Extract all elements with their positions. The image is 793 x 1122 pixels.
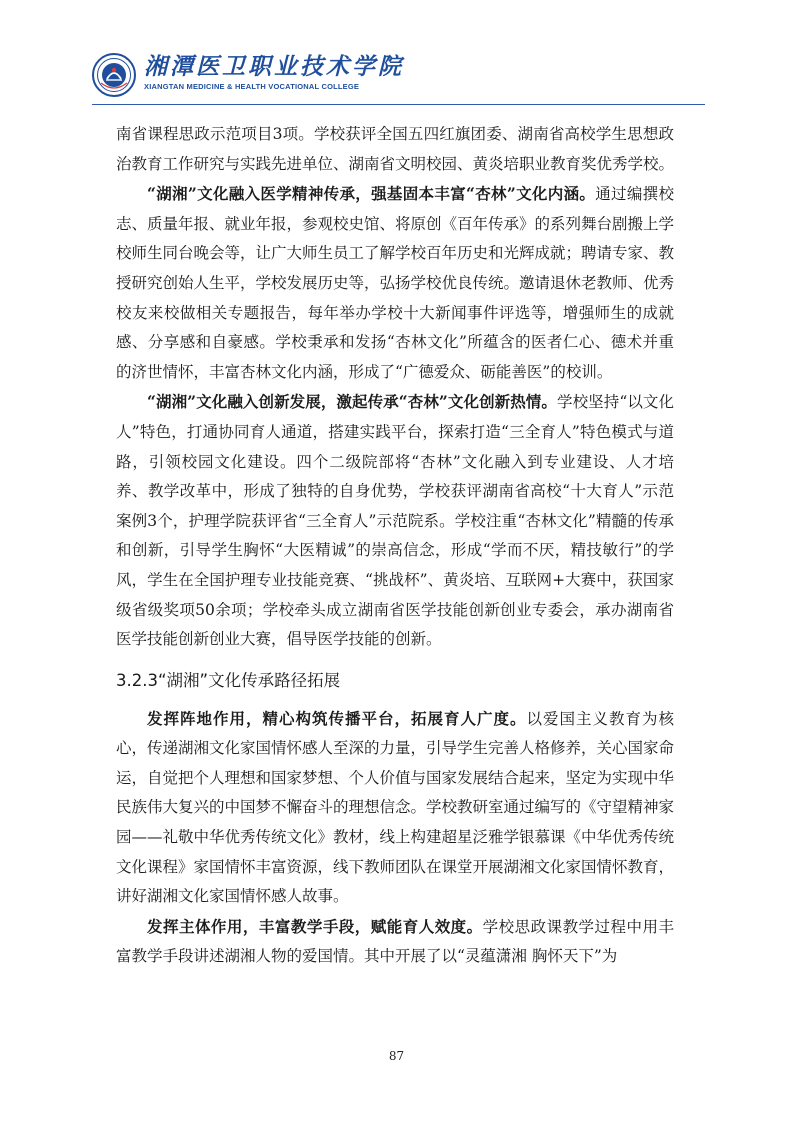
college-name-cn: 湘潭医卫职业技术学院	[144, 54, 404, 80]
paragraph	[116, 179, 674, 387]
paragraph-body: 通过编撰校志、质量年报、就业年报，参观校史馆、将原创《百年传承》的系列舞台剧搬上学校师生同台晚会等，让广大师生员工了解学校百年历史和光辉成就；聘请专家、教授研究创始人生平，学校发展历史等，弘扬学校优良传统。邀请退休老教师、优秀校友来校做相关专题报告，每年举办学校十大新闻事件评选等，增强师生的成就感、分享感和自豪感。学校秉承和发扬“杏林文化”所蕴含的医者仁心、德术并重的济世情怀，丰富杏林文化内涵，形成了“广德爱众、砺能善医”的校训。	[116, 185, 675, 381]
paragraph-body: 学校坚持“以文化人”特色，打通协同育人通道，搭建实践平台，探索打造“三全育人”特色模式与道路，引领校园文化建设。四个二级院部将“杏林”文化融入到专业建设、人才培养、教学改革中，形成了独特的自身优势，学校获评湖南省高校“十大育人”示范案例3个，护理学院获评省“三全育人”示范院系。学校注重“杏林文化”精髓的传承和创新，引导学生胸怀“大医精诚”的崇高信念，形成“学而不厌，精技敏行”的学风，学生在全国护理专业技能竞赛、“挑战杯”、黄炎培、互联网+大赛中，获国家级省级奖项50余项；学校牵头成立湖南省医学技能创新创业专委会，承办湖南省医学技能创新创业大赛，倡导医学技能的创新。	[116, 393, 674, 649]
paragraph-lead: 发挥阵地作用，精心构筑传播平台，拓展育人广度。	[147, 708, 527, 728]
paragraph-lead: “湖湘”文化融入医学精神传承，强基固本丰富“杏林”文化内涵。	[147, 184, 596, 204]
paragraph-lead: 发挥主体作用，丰富教学手段，赋能育人效度。	[147, 916, 483, 936]
paragraph-body: 以爱国主义教育为核心，传递湖湘文化家国情怀感人至深的力量，引导学生完善人格修养，关心国家命运，自觉把个人理想和国家梦想、个人价值与国家发展结合起来，坚定为实现中华民族伟大复兴的中国梦不懈奋斗的理想信念。学校教研室通过编写的《守望精神家园——礼敬中华优秀传统文化》教材，线上构建超星泛雅学银慕课《中华优秀传统文化课程》家国情怀丰富资源，线下教师团队在课堂开展湖湘文化家国情怀教育，讲好湖湘文化家国情怀感人故事。	[116, 709, 675, 906]
page-body	[116, 120, 674, 972]
paragraph	[116, 704, 674, 912]
paragraph-lead: “湖湘”文化融入创新发展，激起传承“杏林”文化创新热情。	[147, 392, 557, 412]
paragraph	[116, 912, 674, 972]
paragraph	[116, 387, 674, 654]
page-number: 87	[388, 1049, 405, 1063]
page-header	[92, 50, 712, 104]
header-rule	[92, 104, 705, 105]
paragraph-continued: 南省课程思政示范项目3项。学校获评全国五四红旗团委、湖南省高校学生思想政治教育工作研究与实践先进单位、湖南省文明校园、黄炎培职业教育奖优秀学校。	[116, 125, 675, 173]
paragraph-body: 学校思政课教学过程中用丰富教学手段讲述湖湘人物的爱国情。其中开展了以“灵蕴潇湘 胸怀天下”为	[116, 917, 674, 966]
section-heading: 3.2.3“湖湘”文化传承路径拓展	[116, 670, 341, 690]
college-name-en: XIANGTAN MEDICINE & HEALTH VOCATIONAL COLLEGE	[144, 82, 360, 91]
college-emblem-icon	[92, 53, 136, 97]
